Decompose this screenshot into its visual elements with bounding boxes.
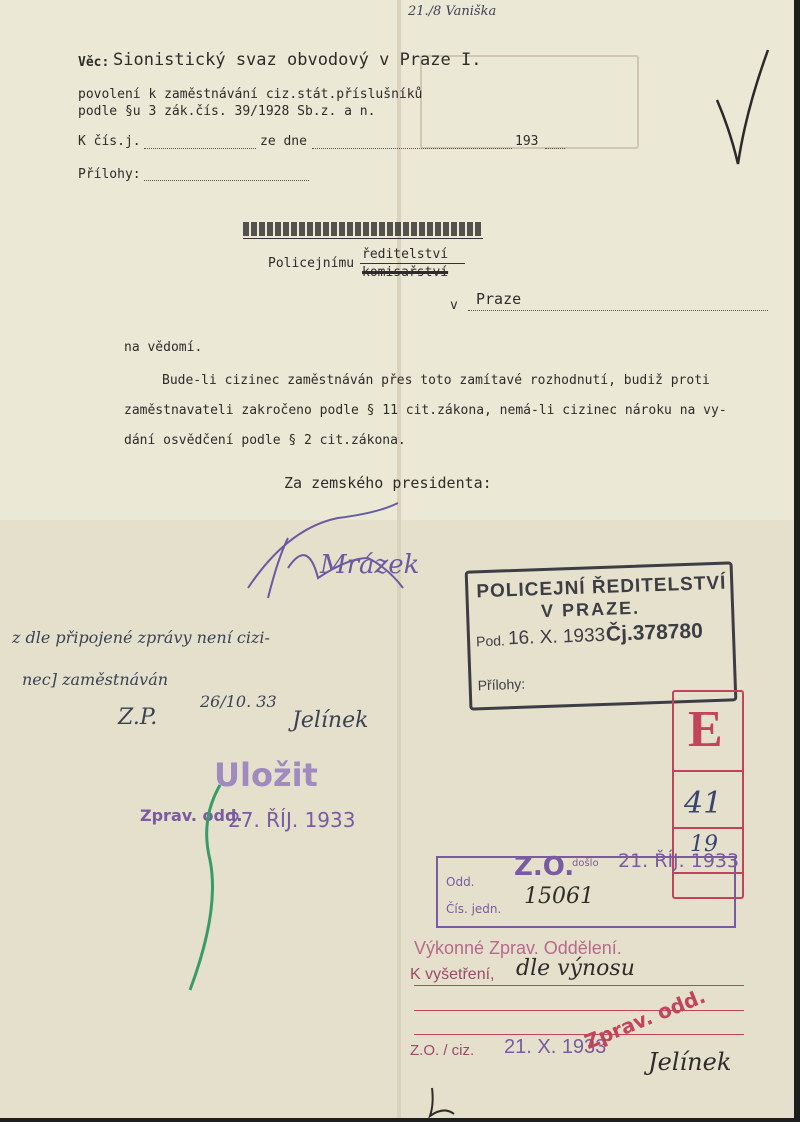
handwritten-bottom-signature: Jelínek	[648, 1048, 732, 1076]
handwritten-note-line-2: nec] zaměstnáván	[22, 670, 169, 689]
handwritten-initials: Z.P.	[118, 705, 158, 730]
attachments-label: Přílohy:	[78, 167, 141, 182]
signature: Mrázek	[320, 550, 420, 580]
addressee-office-struck: komisařství	[362, 265, 449, 280]
reference-label: K čís.j.	[78, 134, 141, 149]
body-paragraph-line-1: Bude-li cizinec zaměstnáván přes toto zamítavé rozhodnutí, budiž proti	[162, 373, 710, 388]
ulozit-stamp: Uložit	[214, 756, 318, 794]
police-stamp-date: 16. X. 1933	[507, 624, 606, 650]
handwritten-signature-2: Jelínek	[292, 708, 369, 733]
addressee-divider	[360, 263, 465, 264]
reference-date-dots	[312, 148, 512, 149]
zprav-odd-red-stamp: Zprav. odd.	[581, 983, 709, 1054]
zo-stamp-date: 21. ŘÍJ. 1933	[618, 850, 740, 872]
zo-stamp-label: Z.O.	[514, 852, 575, 882]
reference-dots	[144, 148, 256, 149]
subject-line-1: povolení k zaměstnávání ciz.stát.příslušníků	[78, 87, 423, 102]
reference-year: 193	[515, 134, 539, 149]
police-stamp	[465, 561, 738, 710]
attachments-dots	[144, 180, 309, 181]
addressee-office-type: ředitelství	[362, 247, 449, 262]
registry-letter-e: E	[688, 701, 723, 758]
handwritten-number-19: 19	[690, 832, 718, 857]
check-mark-icon	[712, 40, 772, 170]
handwritten-number-41: 41	[684, 786, 723, 821]
body-intro: na vědomí.	[124, 340, 203, 355]
handwritten-top-note: 21./8 Vaniška	[408, 4, 497, 19]
page-edge-bottom	[0, 1118, 800, 1122]
pencil-mark-icon	[424, 1084, 464, 1120]
k-vysetreni-label: K vyšetření,	[410, 966, 495, 983]
city-prefix: v	[450, 298, 458, 313]
zo-stamp-sub: došlo	[572, 858, 599, 869]
addressee-office-word: Policejnímu	[268, 256, 355, 271]
police-stamp-line-1: POLICEJNÍ ŘEDITELSTVÍ	[476, 572, 727, 603]
police-stamp-line-2: V PRAZE.	[540, 597, 641, 622]
city-dots	[468, 310, 768, 311]
body-paragraph-line-2: zaměstnavateli zakročeno podle § 11 cit.zákona, nemá-li cizinec nároku na vy-	[124, 403, 727, 418]
subject-value: Sionistický svaz obvodový v Praze I.	[113, 50, 482, 70]
zo-stamp-cis: Čís. jedn.	[446, 902, 502, 916]
vykonne-stamp-title: Výkonné Zprav. Oddělení.	[414, 938, 622, 958]
reference-date-label: ze dne	[260, 134, 307, 149]
green-pencil-mark-icon	[180, 780, 240, 1000]
closing-line: Za zemského presidenta:	[284, 474, 492, 492]
page-edge-right	[794, 0, 800, 1122]
body-paragraph-line-3: dání osvědčení podle § 2 cit.zákona.	[124, 433, 406, 448]
subject-line-2: podle §u 3 zák.čís. 39/1928 Sb.z. a n.	[78, 104, 376, 119]
subject-label: Věc:	[78, 55, 110, 70]
struck-out-line	[243, 222, 483, 236]
city-name: Praze	[476, 290, 522, 308]
handwritten-note-line-1: z dle připojené zprávy není cizi-	[12, 628, 270, 647]
handwritten-jedn-number: 15061	[524, 884, 594, 909]
police-stamp-attachments: Přílohy:	[477, 675, 526, 694]
handwritten-date: 26/10. 33	[200, 692, 277, 711]
zprav-odd-date: 27. ŘÍJ. 1933	[228, 808, 356, 832]
zo-ciz-date: 21. X. 1933	[504, 1036, 607, 1058]
handwritten-dle-vynosu: dle výnosu	[516, 956, 635, 981]
police-stamp-cj: Čj.378780	[605, 619, 704, 646]
reference-year-dots	[545, 148, 565, 149]
police-stamp-pod-label: Pod.	[475, 632, 506, 650]
zo-ciz-label: Z.O. / ciz.	[410, 1042, 475, 1059]
zo-stamp-odd: Odd.	[446, 875, 475, 889]
vykonne-line-3	[414, 1034, 744, 1035]
struck-out-underline	[243, 238, 483, 239]
zprav-odd-label: Zprav. odd.	[140, 806, 243, 825]
